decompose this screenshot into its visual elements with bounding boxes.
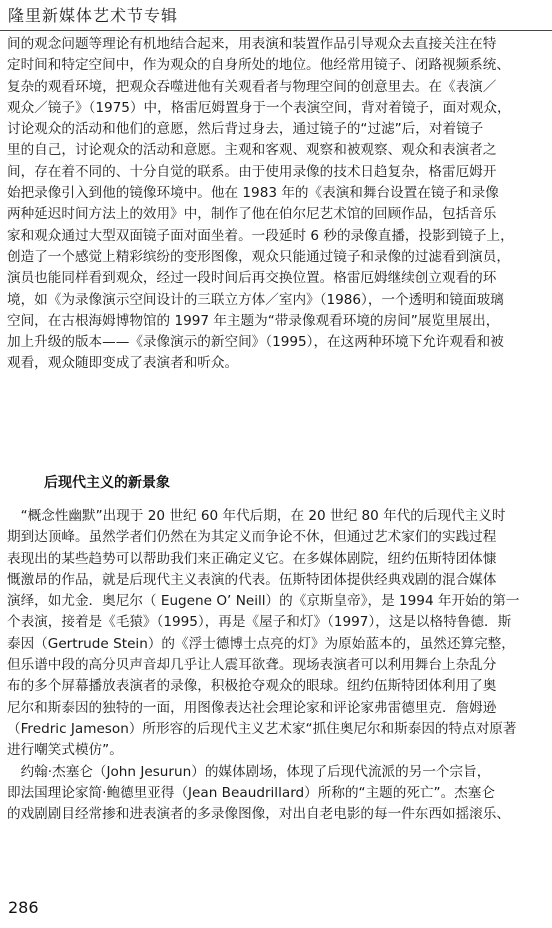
page-number: 286	[8, 898, 39, 917]
text-line: 但乐谱中段的高分贝声音却几乎让人震耳欲聋。现场表演者可以利用舞台上杂乱分	[7, 657, 497, 674]
text-line: 观看，观众随即变成了表演者和听众。	[7, 355, 239, 372]
text-line: 布的多个屏幕播放表演者的录像，积极抢夺观众的眼球。纽约伍斯特团体利用了奥	[7, 678, 497, 695]
text-line: 间，存在着不同的、十分自觉的联系。由于使用录像的技术日趋复杂，格雷厄姆开	[7, 163, 497, 180]
running-header-title: 隆里新媒体艺术节专辑	[8, 6, 179, 25]
body-text	[7, 34, 546, 375]
text-line: 复杂的观看环境，把观众吞噬进他有关观看者与物理空间的创意里去。在《表演／	[7, 78, 497, 95]
text-line: 进行嘲笑式模仿”。	[7, 742, 123, 759]
paragraph-2	[7, 506, 546, 762]
paragraph-1	[7, 34, 546, 375]
text-line: 即法国理论家简·鲍德里亚得（Jean Beaudrillard）所称的“主题的死亡”。杰塞仑	[7, 784, 495, 801]
text-line: 间的观念问题等理论有机地结合起来，用表演和装置作品引导观众去直接关注在特	[7, 36, 497, 52]
body-text-continued	[7, 506, 546, 825]
text-line: 个表演，接着是《毛猿》（1995），再是《屋子和灯》（1997），这是以格特鲁德．斯	[7, 614, 512, 631]
paragraph-3	[7, 762, 546, 826]
text-line: 加上升级的版本——《录像演示的新空间》（1995），在这两种环境下允许观看和被	[7, 334, 504, 351]
text-line: 创造了一个感觉上精彩缤纷的变形图像，观众只能通过镜子和录像的过滤看到演员，	[7, 248, 510, 265]
text-line: 约翰·杰塞仑（John Jesurun）的媒体剧场，体现了后现代流派的另一个宗旨，	[7, 763, 491, 780]
text-line: 境，如《为录像演示空间设计的三联立方体／室内》（1986），一个透明和镜面玻璃	[7, 291, 504, 308]
header-rule	[0, 30, 552, 31]
section-heading: 后现代主义的新景象	[44, 475, 170, 491]
running-header	[0, 0, 552, 30]
text-line: 始把录像引入到他的镜像环境中。他在 1983 年的《表演和舞台设置在镜子和录像	[7, 185, 499, 202]
text-line: 演员也能同样看到观众，经过一段时间后再交换位置。格雷厄姆继续创立观看的环	[7, 270, 497, 287]
text-line: 空间，在古根海姆博物馆的 1997 年主题为“带录像观看环境的房间”展览里展出，	[7, 312, 500, 329]
text-line: 尼尔和斯泰因的独特的一面，用图像表达社会理论家和评论家弗雷德里克．詹姆逊	[7, 699, 497, 716]
text-line: 定时间和特定空间中，作为观众的自身所处的地位。他经常用镜子、闭路视频系统、	[7, 57, 510, 74]
text-line: 讨论观众的活动和他们的意愿，然后背过身去，通过镜子的“过滤”后，对着镜子	[7, 121, 484, 138]
text-line: 泰因（Gertrude Stein）的《浮士德博士点亮的灯》为原始蓝本的，虽然还算完整，	[7, 635, 515, 652]
text-line: 的戏剧剧目经常掺和进表演者的多录像图像，对出自老电影的每一件东西如摇滚乐、	[7, 806, 510, 823]
text-line: “概念性幽默”出现于 20 世纪 60 年代后期，在 20 世纪 80 年代的后现代主义时	[7, 508, 506, 524]
text-line: 慨激昂的作品，就是后现代主义表演的代表。伍斯特团体提供经典戏剧的混合媒体	[7, 571, 497, 588]
text-line: 家和观众通过大型双面镜子面对面坐着。一段延时 6 秒的录像直播，投影到镜子上，	[7, 227, 514, 244]
text-line: 两种延迟时间方法上的效用》中，制作了他在伯尔尼艺术馆的回顾作品，包括音乐	[7, 206, 497, 223]
text-line: 里的自己，讨论观众的活动和意愿。主观和客观、观察和被观察、观众和表演者之	[7, 142, 497, 159]
text-line: 观众／镜子》（1975）中，格雷厄姆置身于一个表演空间，背对着镜子，面对观众，	[7, 99, 511, 116]
text-line: （Fredric Jameson）所形容的后现代主义艺术家“抓住奥尼尔和斯泰因的特点对原著	[7, 720, 517, 737]
text-line: 表现出的某些趋势可以帮助我们来正确定义它。在多媒体剧院，纽约伍斯特团体慷	[7, 550, 497, 567]
text-line: 演绎，如尤金．奥尼尔（ Eugene O’ Neill）的《京斯皇帝》，是 1994 年开始的第一	[7, 593, 520, 610]
text-line: 期到达顶峰。虽然学者们仍然在为其定义而争论不休，但通过艺术家们的实践过程	[7, 529, 497, 546]
